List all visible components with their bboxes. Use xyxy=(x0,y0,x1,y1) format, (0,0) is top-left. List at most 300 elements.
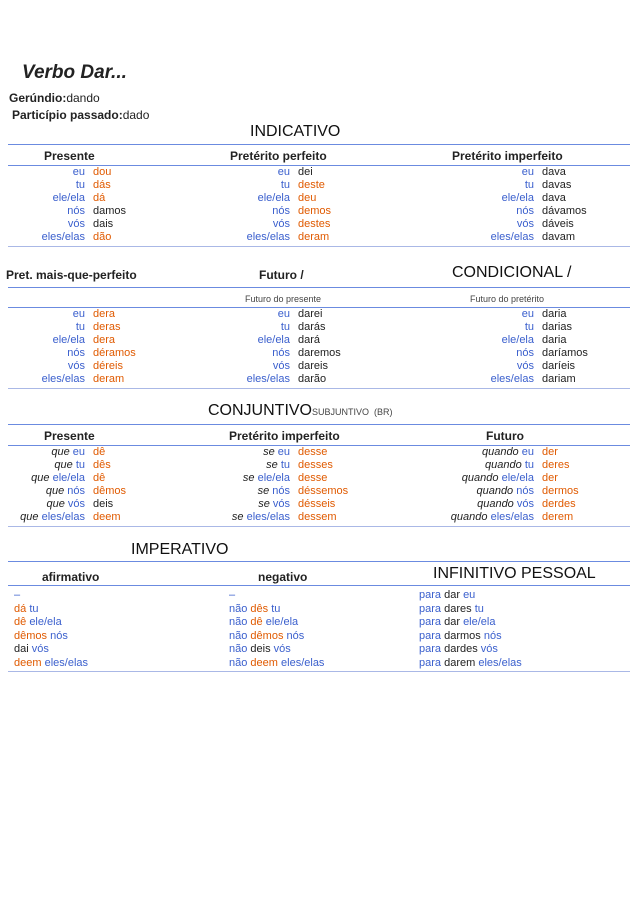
verb-form: desse xyxy=(298,446,328,458)
pronoun: vós xyxy=(480,643,498,655)
conjugation-row xyxy=(419,603,522,617)
conjunction: que xyxy=(45,485,65,497)
verb-form: deste xyxy=(298,179,325,191)
conjugation-row xyxy=(8,511,126,524)
conjugation-row xyxy=(229,589,324,603)
pronoun: vós xyxy=(273,643,291,655)
subject-cell xyxy=(8,179,85,192)
subject-cell xyxy=(455,205,534,218)
conjugation-row xyxy=(210,485,348,498)
verb-form: desse xyxy=(298,472,328,484)
pronoun: eu xyxy=(72,446,85,458)
verb-form: deres xyxy=(542,459,570,471)
verb-form: damos xyxy=(93,205,127,217)
verb-form: darão xyxy=(298,373,327,385)
conjugation-row xyxy=(8,334,136,347)
subject-cell xyxy=(210,360,290,373)
pronoun: nós xyxy=(67,485,85,497)
mais-que-perfeito-header: Pret. mais-que-perfeito xyxy=(6,268,137,282)
verb-form: dou xyxy=(93,166,112,178)
verb-form: dai xyxy=(14,643,29,655)
pronoun: tu xyxy=(280,179,290,191)
divider xyxy=(8,585,630,586)
subject-cell xyxy=(8,192,85,205)
pronoun: eu xyxy=(72,166,85,178)
subject-cell xyxy=(210,334,290,347)
conjunction: quando xyxy=(450,511,488,523)
conjugation-row xyxy=(455,205,587,218)
verb-form: darei xyxy=(298,308,323,320)
conjugation-row xyxy=(419,589,522,603)
subject-cell xyxy=(455,373,534,386)
verb-form: dês xyxy=(93,459,111,471)
subject-cell xyxy=(400,511,534,524)
ind-imperfeito-header: Pretérito imperfeito xyxy=(452,149,563,163)
imp-afirmativo-header: afirmativo xyxy=(42,570,100,584)
conjugation-row xyxy=(8,373,136,386)
conjugation-row xyxy=(210,179,331,192)
verb-form: desses xyxy=(298,459,333,471)
negation: não xyxy=(229,643,248,655)
pronoun: ele/ela xyxy=(265,616,299,628)
conjugation-row xyxy=(8,205,126,218)
conjunction: se xyxy=(266,459,278,471)
subject-cell xyxy=(210,179,290,192)
pronoun: eles/elas xyxy=(41,511,85,523)
conjunction: quando xyxy=(485,459,522,471)
pronoun: ele/ela xyxy=(257,334,290,346)
pronoun: eu xyxy=(277,446,290,458)
subject-cell xyxy=(8,205,85,218)
subject-cell xyxy=(210,205,290,218)
verb-form: désseis xyxy=(298,498,336,510)
verb-form: dá xyxy=(14,602,27,615)
pronoun: eles/elas xyxy=(246,231,290,243)
conj-imperfeito-header: Pretérito imperfeito xyxy=(229,429,340,443)
conjugation-row xyxy=(400,472,579,485)
page-title: Verbo Dar... xyxy=(22,62,127,83)
conjugation-row xyxy=(8,472,126,485)
pronoun: vós xyxy=(67,498,85,510)
pronoun: vós xyxy=(272,360,290,372)
conj-futuro-header: Futuro xyxy=(486,429,524,443)
verb-form: destes xyxy=(298,218,331,230)
pronoun: ele/ela xyxy=(501,192,534,204)
verb-form: dês xyxy=(250,602,269,615)
pronoun: nós xyxy=(272,205,290,217)
subject-cell xyxy=(8,472,85,485)
conjugation-row xyxy=(455,360,588,373)
conjugation-row xyxy=(455,308,588,321)
pronoun: eu xyxy=(521,308,534,320)
conjugation-row xyxy=(455,179,587,192)
negation: não xyxy=(229,602,248,615)
conj-imperfeito-list xyxy=(210,446,348,524)
participle-value: dado xyxy=(122,108,150,122)
pronoun: ele/ela xyxy=(501,472,534,484)
verb-form: deem xyxy=(93,511,121,523)
subject-cell xyxy=(210,308,290,321)
verb-form: darás xyxy=(298,321,326,333)
negation: não xyxy=(229,629,248,642)
conjunction: se xyxy=(231,511,244,523)
pronoun: eles/elas xyxy=(246,373,290,385)
conjugation-row xyxy=(455,166,587,179)
preposition: para xyxy=(419,643,442,655)
conjunction: quando xyxy=(476,485,514,497)
conjugation-row xyxy=(210,231,331,244)
subject-cell xyxy=(210,321,290,334)
gerund-value: dando xyxy=(66,91,100,105)
conjugation-row xyxy=(8,498,126,511)
verb-form: dariam xyxy=(542,373,576,385)
preposition: para xyxy=(419,656,442,669)
subject-cell xyxy=(400,446,534,459)
pronoun: ele/ela xyxy=(52,192,85,204)
imperativo-title: IMPERATIVO xyxy=(131,541,229,558)
conjugation-row xyxy=(210,308,341,321)
futuro-subtitle: Futuro do presente xyxy=(245,294,322,304)
conjunction: se xyxy=(257,485,270,497)
subject-cell xyxy=(210,373,290,386)
verb-form: dermos xyxy=(542,485,579,497)
conjugation-row xyxy=(210,321,341,334)
subject-cell xyxy=(210,218,290,231)
conjugation-row xyxy=(14,616,88,630)
pronoun: tu xyxy=(524,179,534,191)
conjunction: que xyxy=(31,472,50,484)
pronoun: tu xyxy=(271,602,281,615)
pronoun: eles/elas xyxy=(490,231,534,243)
conjugation-row xyxy=(210,347,341,360)
subject-cell xyxy=(8,485,85,498)
conjugation-row xyxy=(14,603,88,617)
conjugation-row xyxy=(8,179,126,192)
divider xyxy=(8,526,630,527)
conjugation-row xyxy=(455,192,587,205)
pronoun: eles/elas xyxy=(490,511,534,523)
preposition: para xyxy=(419,589,442,601)
verb-form: deu xyxy=(298,192,317,204)
verb-form: derdes xyxy=(542,498,576,510)
subject-cell xyxy=(400,498,534,511)
pronoun: eles/elas xyxy=(478,656,522,669)
subject-cell xyxy=(8,446,85,459)
subject-cell xyxy=(455,360,534,373)
verb-form: dêmos xyxy=(250,629,284,642)
verb-form: dê xyxy=(14,616,27,628)
imp-negativo-header: negativo xyxy=(258,570,308,584)
conjugation-row xyxy=(14,643,88,657)
verb-form: dê xyxy=(250,616,263,628)
conj-presente-header: Presente xyxy=(44,429,95,443)
verb-form: dardes xyxy=(444,643,478,655)
pronoun: ele/ela xyxy=(29,616,62,628)
verb-form: deem xyxy=(250,656,278,669)
divider xyxy=(8,144,630,145)
verb-form: déssemos xyxy=(298,485,349,497)
conjugation-row xyxy=(8,360,136,373)
conjugation-row xyxy=(210,205,331,218)
verb-form: derem xyxy=(542,511,574,523)
futuro-header: Futuro / xyxy=(259,268,304,282)
ind-perfeito-header: Pretérito perfeito xyxy=(230,149,327,163)
verb-form: deem xyxy=(14,656,42,669)
subject-cell xyxy=(8,218,85,231)
conjunction: se xyxy=(258,498,270,510)
verb-form: dava xyxy=(542,166,566,178)
conjugation-row xyxy=(8,218,126,231)
pronoun: nós xyxy=(272,347,290,359)
verb-form: der xyxy=(542,446,558,458)
conjunction: se xyxy=(242,472,255,484)
subject-cell xyxy=(455,166,534,179)
verb-form: dar xyxy=(444,589,460,601)
pronoun: eu xyxy=(463,589,476,601)
pronoun: vós xyxy=(31,643,49,655)
verb-form: daríeis xyxy=(542,360,576,372)
conjugation-row xyxy=(229,603,324,617)
conjugation-row xyxy=(210,446,348,459)
pronoun: eu xyxy=(521,166,534,178)
mais-que-perfeito-list xyxy=(8,308,136,386)
subject-cell xyxy=(400,485,534,498)
verb-form: dão xyxy=(93,231,112,243)
indicativo-title: INDICATIVO xyxy=(250,123,341,140)
pronoun: eles/elas xyxy=(281,656,325,669)
pronoun: nós xyxy=(272,485,290,497)
pronoun: ele/ela xyxy=(52,472,85,484)
verb-form: deis xyxy=(93,498,114,510)
pronoun: tu xyxy=(75,321,85,333)
conj-futuro-list xyxy=(400,446,579,524)
subject-cell xyxy=(8,373,85,386)
conjugation-row xyxy=(400,511,579,524)
conjugation-row xyxy=(400,498,579,511)
subject-cell xyxy=(8,360,85,373)
pronoun: nós xyxy=(50,629,68,642)
pronoun: tu xyxy=(280,321,290,333)
pronoun: nós xyxy=(516,347,534,359)
pronoun: tu xyxy=(75,179,85,191)
conjugation-row xyxy=(455,334,588,347)
conjugation-row xyxy=(419,643,522,657)
pronoun: nós xyxy=(67,347,85,359)
ind-perfeito-list xyxy=(210,166,331,244)
conjugation-row xyxy=(14,657,88,671)
conjunction: quando xyxy=(461,472,499,484)
pronoun: nós xyxy=(516,205,534,217)
verb-form: deras xyxy=(93,321,121,333)
divider xyxy=(8,388,630,389)
subject-cell xyxy=(210,446,290,459)
subject-cell xyxy=(455,321,534,334)
verb-form: dêmos xyxy=(93,485,127,497)
conjugation-row xyxy=(210,218,331,231)
pronoun: vós xyxy=(67,360,85,372)
conjugation-row xyxy=(210,360,341,373)
subject-cell xyxy=(210,347,290,360)
subject-cell xyxy=(8,308,85,321)
verb-form: dei xyxy=(298,166,313,178)
preposition: para xyxy=(419,629,442,642)
conjugation-row xyxy=(210,459,348,472)
conjunction: que xyxy=(54,459,73,471)
divider xyxy=(8,671,630,672)
pronoun: eles/elas xyxy=(44,656,89,669)
conjugation-row xyxy=(419,616,522,630)
pronoun: nós xyxy=(516,485,534,497)
conjugation-row xyxy=(229,616,324,630)
subject-cell xyxy=(8,334,85,347)
conjugation-row xyxy=(210,192,331,205)
verb-form: demos xyxy=(298,205,332,217)
preposition: para xyxy=(419,616,442,628)
verb-form: dáveis xyxy=(542,218,574,230)
conjugation-row xyxy=(210,498,348,511)
pronoun: vós xyxy=(272,218,290,230)
condicional-list xyxy=(455,308,588,386)
subject-cell xyxy=(455,308,534,321)
conjugation-row xyxy=(400,459,579,472)
imp-afirmativo-list xyxy=(14,589,88,670)
subject-cell xyxy=(455,179,534,192)
pronoun: eu xyxy=(72,308,85,320)
divider xyxy=(8,561,630,562)
subject-cell xyxy=(210,459,290,472)
verb-form: deram xyxy=(298,231,330,243)
pronoun: ele/ela xyxy=(257,192,290,204)
conjunction: se xyxy=(263,446,275,458)
verb-form: der xyxy=(542,472,558,484)
verb-form: déramos xyxy=(93,347,136,359)
subject-cell xyxy=(210,192,290,205)
pronoun: eles/elas xyxy=(490,373,534,385)
condicional-subtitle: Futuro do pretérito xyxy=(470,294,545,304)
verb-form: deram xyxy=(93,373,125,385)
conjugation-row xyxy=(229,643,324,657)
pronoun: tu xyxy=(474,602,484,615)
pronoun: eles/elas xyxy=(41,373,85,385)
ind-imperfeito-list xyxy=(455,166,587,244)
conjugation-row xyxy=(400,446,579,459)
pronoun: eu xyxy=(277,308,290,320)
conjugation-row xyxy=(8,485,126,498)
gerund-line xyxy=(9,91,100,105)
pronoun: ele/ela xyxy=(52,334,85,346)
verb-form: dá xyxy=(93,192,106,204)
conjunction: quando xyxy=(477,498,514,510)
divider xyxy=(8,287,630,288)
conjugation-row xyxy=(400,485,579,498)
subject-cell xyxy=(455,218,534,231)
conjunction: que xyxy=(51,446,70,458)
conjugation-row xyxy=(455,347,588,360)
verb-form: daria xyxy=(542,334,567,346)
conjunction: que xyxy=(20,511,39,523)
verb-form: dava xyxy=(542,192,566,204)
subject-cell xyxy=(455,347,534,360)
verb-form: dera xyxy=(93,308,116,320)
condicional-header: CONDICIONAL / xyxy=(452,264,572,281)
negation: – xyxy=(229,589,236,601)
ind-presente-list xyxy=(8,166,126,244)
subject-cell xyxy=(210,166,290,179)
subject-cell xyxy=(210,485,290,498)
pronoun: eu xyxy=(277,166,290,178)
subject-cell xyxy=(8,231,85,244)
verb-form: dares xyxy=(444,602,472,615)
verb-form: dar xyxy=(444,616,460,628)
verb-form: dávamos xyxy=(542,205,587,217)
verb-form: daremos xyxy=(298,347,341,359)
verb-form: – xyxy=(14,589,21,601)
pronoun: tu xyxy=(524,321,534,333)
subjuntivo-subtitle: SUBJUNTIVO (BR) xyxy=(312,407,393,417)
pronoun: ele/ela xyxy=(501,334,534,346)
conjugation-row xyxy=(14,630,88,644)
conjunction: quando xyxy=(481,446,519,458)
pronoun: eu xyxy=(521,446,534,458)
conjugation-row xyxy=(455,373,588,386)
conjugation-row xyxy=(8,231,126,244)
subject-cell xyxy=(8,511,85,524)
subject-cell xyxy=(210,472,290,485)
verb-form: daria xyxy=(542,308,567,320)
conjugation-row xyxy=(14,589,88,603)
futuro-list xyxy=(210,308,341,386)
verb-form: dais xyxy=(93,218,114,230)
verb-form: dera xyxy=(93,334,116,346)
subject-cell xyxy=(8,166,85,179)
pronoun: ele/ela xyxy=(463,616,496,628)
verb-form: davam xyxy=(542,231,576,243)
subject-cell xyxy=(210,498,290,511)
conjugation-row xyxy=(455,231,587,244)
pronoun: tu xyxy=(280,459,290,471)
conjugation-row xyxy=(210,472,348,485)
verb-form: dê xyxy=(93,472,106,484)
conjuntivo-title-line xyxy=(208,402,393,420)
conjunction: que xyxy=(46,498,65,510)
pronoun: vós xyxy=(516,360,534,372)
subject-cell xyxy=(400,472,534,485)
pronoun: vós xyxy=(67,218,85,230)
subject-cell xyxy=(455,192,534,205)
pronoun: nós xyxy=(483,629,502,642)
subject-cell xyxy=(210,231,290,244)
verb-form: dêmos xyxy=(14,629,48,642)
verb-form: dareis xyxy=(298,360,328,372)
conjugation-row xyxy=(229,657,324,671)
conjugation-row xyxy=(8,459,126,472)
verb-form: darem xyxy=(444,656,476,669)
preposition: para xyxy=(419,602,442,615)
conjugation-row xyxy=(8,308,136,321)
conjugation-row xyxy=(229,630,324,644)
verb-form: dessem xyxy=(298,511,337,523)
verb-form: dás xyxy=(93,179,111,191)
divider xyxy=(8,424,630,425)
pronoun: nós xyxy=(67,205,85,217)
conjugation-row xyxy=(8,347,136,360)
verb-form: dê xyxy=(93,446,106,458)
verb-form: deis xyxy=(250,643,271,655)
subject-cell xyxy=(8,321,85,334)
negation: não xyxy=(229,656,248,669)
negation: não xyxy=(229,616,248,628)
verb-form: darmos xyxy=(444,629,481,642)
